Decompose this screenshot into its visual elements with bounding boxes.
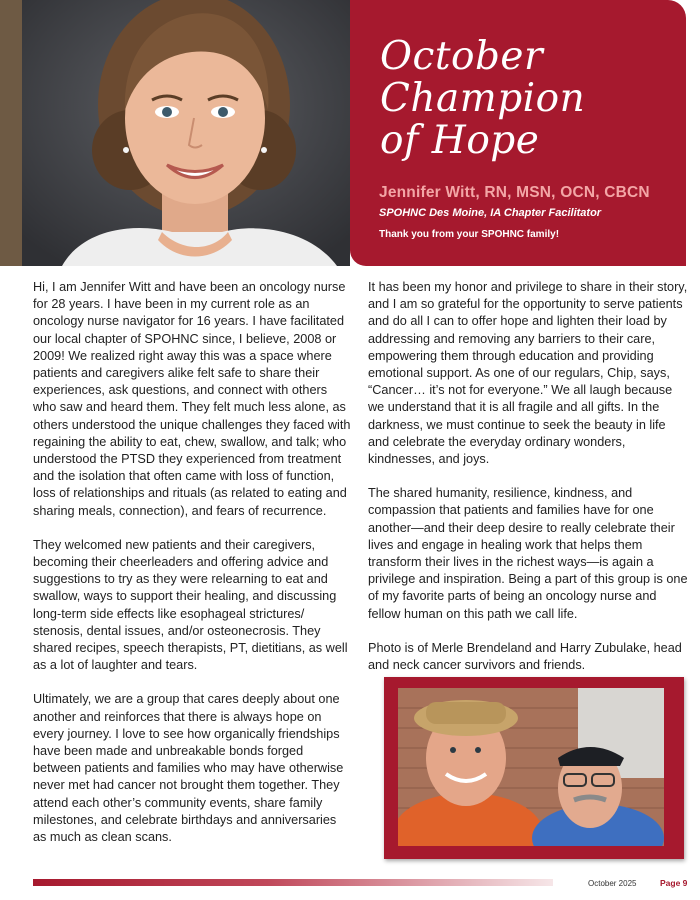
- thanks-line: Thank you from your SPOHNC family!: [379, 229, 560, 240]
- honoree-role: SPOHNC Des Moine, IA Chapter Facilitator: [379, 207, 602, 219]
- article-right-column: [368, 279, 688, 691]
- footer-gradient-bar: [33, 879, 553, 886]
- title-line-1: October: [380, 34, 544, 79]
- honoree-name: Jennifer Witt, RN, MSN, OCN, CBCN: [379, 184, 650, 201]
- paragraph: It has been my honor and privilege to share in their story, and I am so grateful for the opportunity to serve patients and do all I can to offer hope and lighten their load by addressing and removing any barriers to their care, empowering them through education and providing emotional support. As one of our regulars, Chip, says, “Cancer… it’s not for everyone.” We all laugh because we understand that it is all fragile and all gifts. In the darkness, we must continue to seek the beauty in life and celebrate the everyday ordinary wonders, kindnesses, and joys.: [368, 280, 688, 467]
- survivors-photo-frame: [384, 677, 684, 859]
- footer-issue-date: October 2025: [588, 879, 637, 888]
- survivors-photo: [398, 688, 664, 846]
- paragraph: The shared humanity, resilience, kindness, and compassion that patients and families have for one another—and their deep desire to really celebrate their lives and engage in healing work that helps them transform their lives in the richest ways—is again a privilege and inspiration. Being a part of this group is one of my favorite parts of being an oncology nurse and fellow human on this path we call life.: [368, 486, 688, 621]
- title-line-2: Champion: [380, 76, 586, 121]
- portrait-photo: [22, 0, 350, 266]
- title-line-3: of Hope: [380, 118, 540, 163]
- paragraph: They welcomed new patients and their caregivers, becoming their cheerleaders and offering advice and suggestions to try as they were relearning to eat and swallow, ways to support their healing, and discussing long-term side effects like esophageal strictures/ stenosis, dental issues, and/or osteonecrosis. They shared recipes, speech therapists, PT, dietitians, as well as a lot of laughter and tears.: [33, 537, 348, 673]
- article-left-column: [33, 279, 351, 863]
- paragraph: Hi, I am Jennifer Witt and have been an oncology nurse for 28 years. I have been in my current role as an oncology nurse navigator for 16 years. I have facilitated our local chapter of SPOHNC since, I believe, 2008 or 2009! We realized right away this was a space where patients and caregivers alike felt safe to share their experiences, ask questions, and connect with others who saw and heard them. They felt much less alone, as others understood the unique challenges they faced with regaining the ability to eat, chew, swallow, and talk; who understood the PTSD they experienced from treatment and the isolation that often came with loss of function, loss of relationships and rituals (as related to eating and sharing meals, connection), and fears of recurrence.: [33, 280, 351, 518]
- photo-caption: Photo is of Merle Brendeland and Harry Zubulake, head and neck cancer survivors and friends.: [368, 640, 682, 673]
- footer-page-number: Page 9: [660, 878, 688, 888]
- left-accent-bar: [0, 0, 22, 266]
- banner-title: [380, 36, 670, 162]
- title-banner: [350, 0, 686, 266]
- paragraph: Ultimately, we are a group that cares deeply about one another and reinforces that there is always hope on every journey. I love to see how organically friendships have been made and unbreakable bonds forged between patients and families who may have otherwise never met had cancer not brought them together. They attend each other’s community events, share family milestones, and celebrate birthdays and anniversaries as much as clean scans.: [33, 692, 344, 845]
